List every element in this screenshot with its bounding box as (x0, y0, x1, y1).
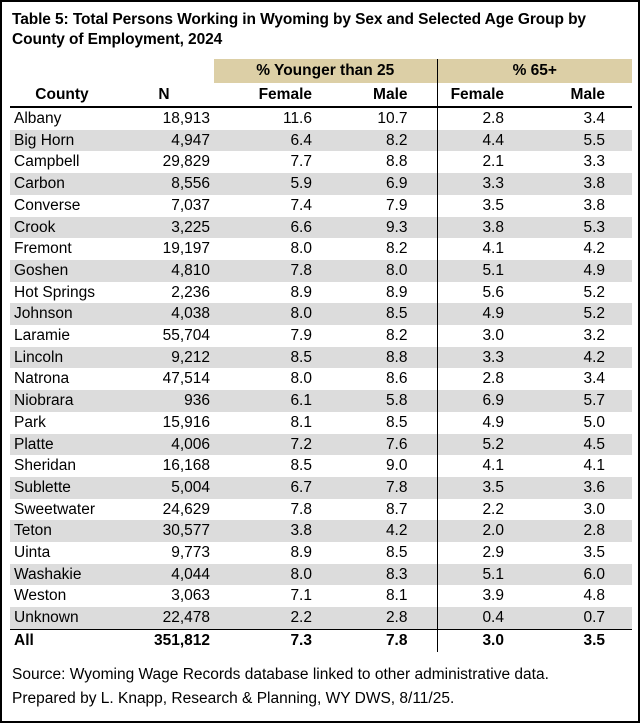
value-cell: 3.6 (583, 478, 606, 496)
table-row (10, 282, 632, 304)
value-cell: 4.9 (437, 303, 542, 325)
value-cell: 3.8 (290, 522, 312, 540)
value-cell: 4,038 (171, 305, 210, 323)
value-cell: 29,829 (162, 153, 210, 171)
value-cell: 3.3 (437, 173, 542, 195)
value-cell: 8.2 (385, 327, 408, 345)
group-header-spacer (10, 59, 214, 83)
value-cell: 5.5 (583, 131, 606, 149)
value-cell: 7.9 (385, 196, 408, 214)
value-cell: 8.9 (385, 283, 408, 301)
value-cell: 4.4 (437, 130, 542, 152)
value-cell: 3.5 (437, 477, 542, 499)
table-row (10, 412, 632, 434)
value-cell: 351,812 (114, 629, 214, 651)
county-cell: Sublette (14, 478, 71, 496)
value-cell: 2.8 (583, 522, 606, 540)
column-header-county: County (10, 83, 114, 107)
county-cell: Converse (14, 196, 81, 214)
value-cell: 4.2 (583, 348, 606, 366)
value-cell: 2.8 (437, 107, 542, 130)
table-row (10, 217, 632, 239)
value-cell: 6.6 (290, 218, 312, 236)
value-cell: 8.0 (290, 370, 312, 388)
value-cell: 3.5 (583, 544, 606, 562)
value-cell: 7.6 (385, 435, 408, 453)
value-cell: 6.7 (290, 478, 312, 496)
value-cell: 4.1 (437, 238, 542, 260)
county-cell: Platte (14, 435, 54, 453)
value-cell: 936 (184, 392, 210, 410)
value-cell: 8.0 (385, 261, 408, 279)
table-body (10, 107, 632, 652)
source-note (12, 663, 630, 711)
data-table (10, 59, 632, 652)
value-cell: 4.1 (437, 455, 542, 477)
value-cell: 8.0 (290, 305, 312, 323)
value-cell: 4.2 (583, 240, 606, 258)
table-row (10, 390, 632, 412)
county-cell: Lincoln (14, 348, 64, 366)
county-cell: Uinta (14, 544, 51, 562)
value-cell: 2.8 (385, 609, 408, 627)
value-cell: 6.1 (290, 392, 312, 410)
column-header-row (10, 83, 632, 107)
value-cell: 5.3 (583, 218, 606, 236)
county-cell: Big Horn (14, 131, 75, 149)
value-cell: 3.4 (583, 110, 606, 127)
value-cell: 3.8 (583, 175, 606, 193)
value-cell: 7.3 (214, 629, 321, 651)
value-cell: 5.1 (437, 564, 542, 586)
value-cell: 6.4 (290, 131, 312, 149)
value-cell: 9,773 (171, 544, 210, 562)
value-cell: 7.2 (290, 435, 312, 453)
value-cell: 4.9 (437, 412, 542, 434)
value-cell: 47,514 (162, 370, 210, 388)
value-cell: 10.7 (377, 110, 408, 127)
value-cell: 30,577 (162, 522, 210, 540)
value-cell: 3.5 (542, 629, 632, 651)
value-cell: 5.7 (583, 392, 606, 410)
value-cell: 4.8 (583, 587, 606, 605)
source-line-1: Source: Wyoming Wage Records database linked to other administrative data. (12, 665, 549, 683)
table-row (10, 542, 632, 564)
value-cell: 3.3 (437, 347, 542, 369)
value-cell: 7.8 (321, 629, 437, 651)
value-cell: 8.7 (385, 500, 408, 518)
county-cell: Albany (14, 110, 62, 127)
total-row (10, 629, 632, 651)
value-cell: 3.0 (583, 500, 606, 518)
table-row (10, 368, 632, 390)
value-cell: 6.0 (583, 565, 606, 583)
county-cell: All (10, 629, 114, 651)
value-cell: 7.9 (290, 327, 312, 345)
value-cell: 3.3 (583, 153, 606, 171)
table-row (10, 499, 632, 521)
value-cell: 8.2 (385, 131, 408, 149)
value-cell: 8.5 (290, 457, 312, 475)
county-cell: Natrona (14, 370, 70, 388)
value-cell: 7.8 (290, 500, 312, 518)
value-cell: 8.6 (385, 370, 408, 388)
column-header-female-65: Female (437, 83, 542, 107)
table-row (10, 607, 632, 629)
value-cell: 11.6 (282, 110, 312, 127)
value-cell: 8.3 (385, 565, 408, 583)
value-cell: 8.9 (290, 544, 312, 562)
value-cell: 8.0 (290, 565, 312, 583)
value-cell: 3.0 (437, 325, 542, 347)
value-cell: 5.2 (583, 305, 606, 323)
value-cell: 8.5 (385, 544, 408, 562)
table-row (10, 325, 632, 347)
value-cell: 5.0 (583, 413, 606, 431)
value-cell: 4,810 (171, 261, 210, 279)
table-row (10, 130, 632, 152)
value-cell: 2.2 (437, 499, 542, 521)
value-cell: 4.1 (583, 457, 606, 475)
value-cell: 7.4 (290, 196, 312, 214)
table-row (10, 455, 632, 477)
value-cell: 19,197 (162, 240, 210, 258)
value-cell: 4,006 (171, 435, 210, 453)
county-cell: Sheridan (14, 457, 77, 475)
value-cell: 3.5 (437, 195, 542, 217)
value-cell: 8.2 (385, 240, 408, 258)
county-cell: Washakie (14, 565, 82, 583)
county-cell: Laramie (14, 327, 70, 345)
value-cell: 2.1 (437, 151, 542, 173)
value-cell: 3.0 (437, 629, 542, 651)
county-cell: Goshen (14, 261, 69, 279)
county-cell: Unknown (14, 609, 79, 627)
value-cell: 5.2 (437, 434, 542, 456)
county-cell: Campbell (14, 153, 80, 171)
value-cell: 2.8 (437, 368, 542, 390)
county-cell: Crook (14, 218, 56, 236)
county-cell: Fremont (14, 240, 72, 258)
value-cell: 4,947 (171, 131, 210, 149)
value-cell: 24,629 (162, 500, 210, 518)
value-cell: 3.8 (437, 217, 542, 239)
group-header-younger-25: % Younger than 25 (214, 59, 437, 83)
value-cell: 4.2 (385, 522, 408, 540)
county-cell: Teton (14, 522, 52, 540)
value-cell: 8.8 (385, 153, 408, 171)
value-cell: 6.9 (385, 175, 408, 193)
value-cell: 9.0 (385, 457, 408, 475)
source-line-2: Prepared by L. Knapp, Research & Planning, WY DWS, 8/11/25. (12, 689, 455, 707)
value-cell: 2.0 (437, 520, 542, 542)
table-title: Table 5: Total Persons Working in Wyoming by Sex and Selected Age Group by County of Employment, 2024 (12, 11, 586, 48)
value-cell: 8.9 (290, 283, 312, 301)
value-cell: 7,037 (171, 196, 210, 214)
table-row (10, 260, 632, 282)
county-cell: Carbon (14, 175, 65, 193)
table-row (10, 564, 632, 586)
value-cell: 4,044 (171, 565, 210, 583)
value-cell: 3.4 (583, 370, 606, 388)
county-cell: Weston (14, 587, 67, 605)
value-cell: 2,236 (171, 283, 210, 301)
value-cell: 5.2 (583, 283, 606, 301)
value-cell: 5.8 (385, 392, 408, 410)
value-cell: 5.1 (437, 260, 542, 282)
value-cell: 2.2 (290, 609, 312, 627)
value-cell: 8.5 (385, 413, 408, 431)
table-row (10, 151, 632, 173)
value-cell: 4.9 (583, 261, 606, 279)
value-cell: 8.5 (385, 305, 408, 323)
value-cell: 16,168 (162, 457, 210, 475)
table-row (10, 173, 632, 195)
value-cell: 3.9 (437, 585, 542, 607)
value-cell: 3,225 (171, 218, 210, 236)
value-cell: 8.1 (290, 413, 312, 431)
value-cell: 7.8 (385, 478, 408, 496)
table-row (10, 195, 632, 217)
value-cell: 2.9 (437, 542, 542, 564)
column-header-n: N (114, 83, 214, 107)
value-cell: 5.9 (290, 175, 312, 193)
table-row (10, 347, 632, 369)
table-row (10, 107, 632, 130)
value-cell: 8.5 (290, 348, 312, 366)
table-row (10, 520, 632, 542)
value-cell: 3.2 (583, 327, 606, 345)
table-row (10, 585, 632, 607)
value-cell: 7.8 (290, 261, 312, 279)
value-cell: 22,478 (162, 609, 210, 627)
county-cell: Park (14, 413, 46, 431)
county-cell: Johnson (14, 305, 73, 323)
value-cell: 5.6 (437, 282, 542, 304)
value-cell: 8.1 (385, 587, 408, 605)
group-header-65-plus: % 65+ (437, 59, 632, 83)
value-cell: 15,916 (162, 413, 210, 431)
value-cell: 6.9 (437, 390, 542, 412)
column-header-male-65: Male (542, 83, 632, 107)
value-cell: 0.7 (583, 609, 606, 627)
value-cell: 7.7 (290, 153, 312, 171)
value-cell: 3.8 (583, 196, 606, 214)
group-header-row (10, 59, 632, 83)
value-cell: 7.1 (290, 587, 312, 605)
value-cell: 8.0 (290, 240, 312, 258)
county-cell: Sweetwater (14, 500, 95, 518)
value-cell: 9,212 (171, 348, 210, 366)
value-cell: 8.8 (385, 348, 408, 366)
table-row (10, 434, 632, 456)
table-frame (10, 10, 630, 711)
value-cell: 4.5 (583, 435, 606, 453)
county-cell: Niobrara (14, 392, 74, 410)
value-cell: 0.4 (437, 607, 542, 629)
value-cell: 5,004 (171, 478, 210, 496)
county-cell: Hot Springs (14, 283, 95, 301)
value-cell: 18,913 (162, 110, 210, 127)
column-header-male-young: Male (321, 83, 437, 107)
value-cell: 8,556 (171, 175, 210, 193)
column-header-female-young: Female (214, 83, 321, 107)
value-cell: 55,704 (162, 327, 210, 345)
table-row (10, 303, 632, 325)
value-cell: 9.3 (385, 218, 408, 236)
value-cell: 3,063 (171, 587, 210, 605)
table-row (10, 477, 632, 499)
table-row (10, 238, 632, 260)
